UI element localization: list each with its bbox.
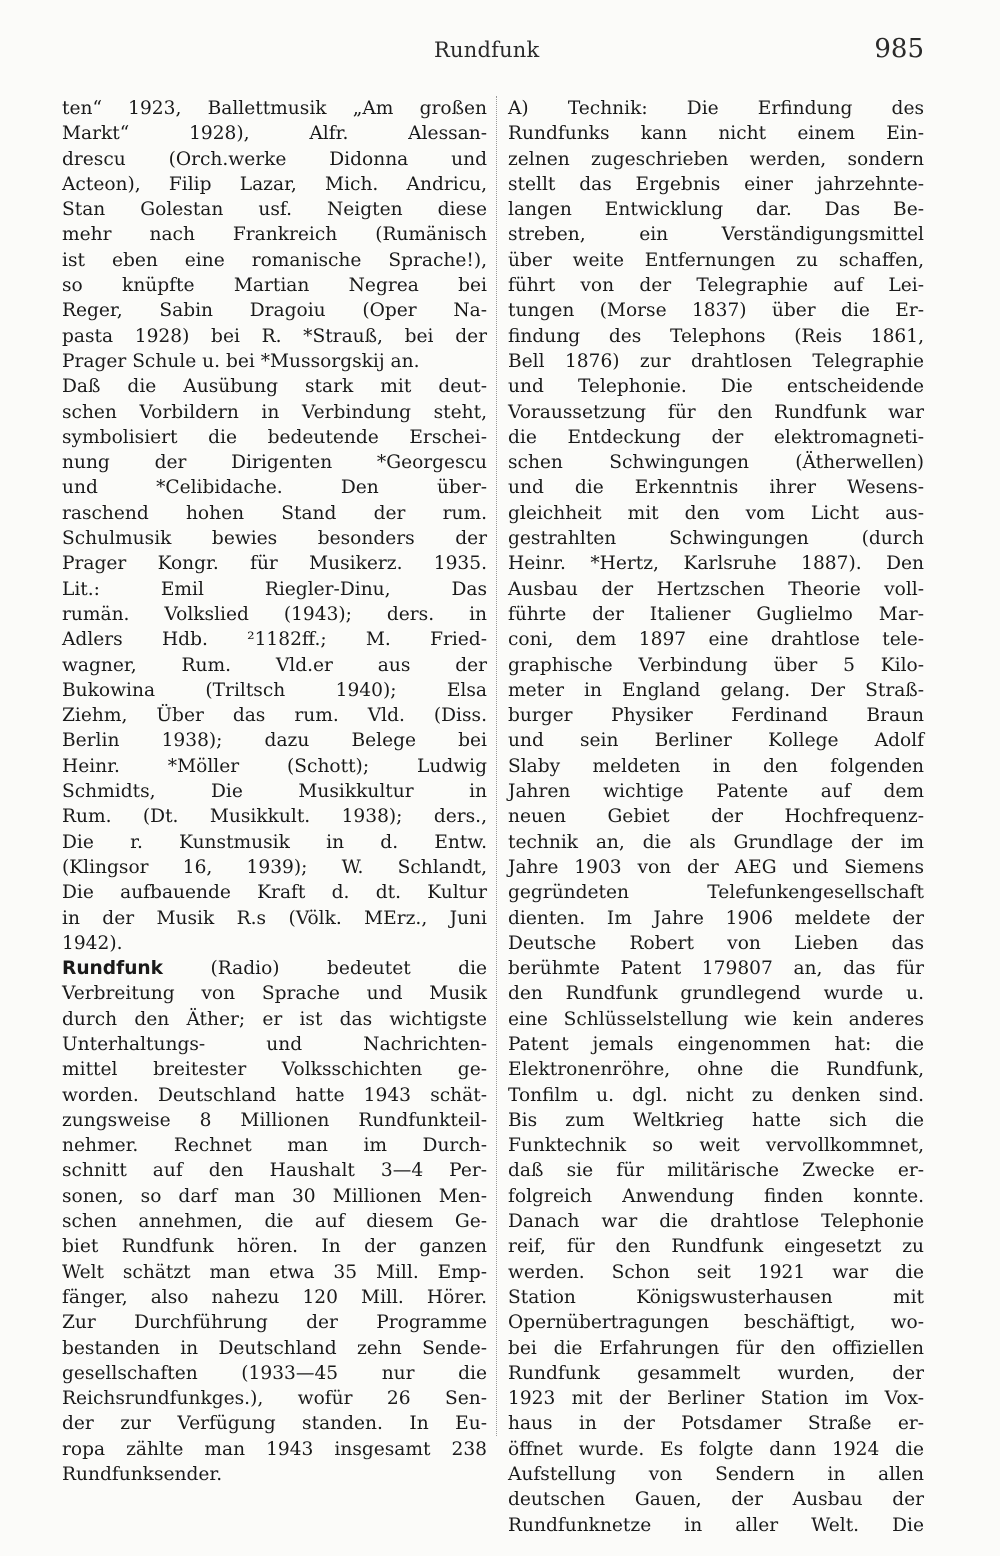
text-line: Daß die Ausübung stark mit deut- bbox=[62, 376, 487, 398]
text-line: A) Technik: Die Erfindung des bbox=[508, 98, 924, 119]
text-line: Lit.: Emil Riegler-Dinu, Das bbox=[62, 578, 487, 600]
text-line: schen Schwingungen (Ätherwellen) bbox=[508, 452, 924, 474]
text-line: tungen (Morse 1837) über die Er- bbox=[508, 300, 924, 322]
text-line: symbolisiert die bedeutende Erschei- bbox=[62, 426, 487, 448]
text-line: über weite Entfernungen zu schaffen, bbox=[508, 249, 924, 271]
text-line: ten“ 1923, Ballettmusik „Am großen bbox=[62, 98, 487, 119]
text-line: Elektronenröhre, ohne die Rundfunk, bbox=[508, 1059, 924, 1081]
text-line: raschend hohen Stand der rum. bbox=[62, 502, 487, 524]
text-line: Rundfunknetze in aller Welt. Die bbox=[508, 1514, 924, 1536]
text-line: den Rundfunk grundlegend wurde u. bbox=[508, 983, 924, 1005]
text-line: worden. Deutschland hatte 1943 schät- bbox=[62, 1084, 487, 1106]
text-line: stellt das Ergebnis einer jahrzehnte- bbox=[508, 173, 924, 195]
text-line: Rundfunk (Radio) bedeutet die bbox=[62, 958, 487, 980]
page-number: 985 bbox=[874, 34, 924, 64]
text-line: Bis zum Weltkrieg hatte sich die bbox=[508, 1109, 924, 1131]
text-line: Heinr. *Hertz, Karlsruhe 1887). Den bbox=[508, 553, 924, 575]
text-line: in der Musik R.s (Völk. MErz., Juni bbox=[62, 907, 487, 929]
text-line: Tonfilm u. dgl. nicht zu denken sind. bbox=[508, 1084, 924, 1106]
text-line: ist eben eine romanische Sprache!), bbox=[62, 249, 487, 271]
text-line: daß sie für militärische Zwecke er- bbox=[508, 1160, 924, 1182]
text-line: Aufstellung von Sendern in allen bbox=[508, 1464, 924, 1486]
text-line: führt von der Telegraphie auf Lei- bbox=[508, 275, 924, 297]
right-column bbox=[508, 96, 924, 1538]
text-line: Danach war die drahtlose Telephonie bbox=[508, 1211, 924, 1233]
text-line: bei die Erfahrungen für den offiziellen bbox=[508, 1337, 924, 1359]
text-line: berühmte Patent 179807 an, das für bbox=[508, 958, 924, 980]
text-line: so knüpfte Martian Negrea bei bbox=[62, 275, 487, 297]
text-line: reif, für den Rundfunk eingesetzt zu bbox=[508, 1236, 924, 1258]
entry-headword: Rundfunk bbox=[62, 958, 164, 980]
text-line: Patent jemals eingenommen hat: die bbox=[508, 1033, 924, 1055]
text-line: Jahre 1903 von der AEG und Siemens bbox=[508, 856, 924, 878]
text-line: zelnen zugeschrieben werden, sondern bbox=[508, 148, 924, 170]
page-header bbox=[0, 34, 1000, 68]
text-line: Reichsrundfunkges.), wofür 26 Sen- bbox=[62, 1388, 487, 1410]
text-line: Verbreitung von Sprache und Musik bbox=[62, 983, 487, 1005]
text-line: gleichheit mit den vom Licht aus- bbox=[508, 502, 924, 524]
text-line: Unterhaltungs- und Nachrichten- bbox=[62, 1033, 487, 1055]
column-divider bbox=[496, 96, 497, 1436]
text-line: Ziehm, Über das rum. Vld. (Diss. bbox=[62, 705, 487, 727]
text-line: sonen, so darf man 30 Millionen Men- bbox=[62, 1185, 487, 1207]
text-line: der zur Verfügung standen. In Eu- bbox=[62, 1413, 487, 1435]
text-line: Rum. (Dt. Musikkult. 1938); ders., bbox=[62, 806, 487, 828]
text-line: Slaby meldeten in den folgenden bbox=[508, 755, 924, 777]
text-line: schnitt auf den Haushalt 3—4 Per- bbox=[62, 1160, 487, 1182]
text-line: werden. Schon seit 1921 war die bbox=[508, 1261, 924, 1283]
text-line: Bell 1876) zur drahtlosen Telegraphie bbox=[508, 350, 924, 372]
text-line: graphische Verbindung über 5 Kilo- bbox=[508, 654, 924, 676]
text-line: Station Königswusterhausen mit bbox=[508, 1286, 924, 1308]
text-line: gegründeten Telefunkengesellschaft bbox=[508, 882, 924, 904]
text-line: und Telephonie. Die entscheidende bbox=[508, 376, 924, 398]
text-line: schen annehmen, die auf diesem Ge- bbox=[62, 1211, 487, 1233]
text-line: drescu (Orch.werke Didonna und bbox=[62, 148, 487, 170]
text-line: technik an, die als Grundlage der im bbox=[508, 831, 924, 853]
text-line: 1942). bbox=[62, 932, 123, 954]
text-line: Funktechnik so weit vervollkommnet, bbox=[508, 1135, 924, 1157]
text-line: Deutsche Robert von Lieben das bbox=[508, 932, 924, 954]
text-line: bestanden in Deutschland zehn Sende- bbox=[62, 1337, 487, 1359]
text-line: neuen Gebiet der Hochfrequenz- bbox=[508, 806, 924, 828]
text-line: dienten. Im Jahre 1906 meldete der bbox=[508, 907, 924, 929]
text-line: mittel breitester Volksschichten ge- bbox=[62, 1059, 487, 1081]
text-line: Zur Durchführung der Programme bbox=[62, 1312, 487, 1334]
text-line: folgreich Anwendung finden konnte. bbox=[508, 1185, 924, 1207]
text-line: Reger, Sabin Dragoiu (Oper Na- bbox=[62, 300, 487, 322]
text-line: durch den Äther; er ist das wichtigste bbox=[62, 1008, 487, 1030]
text-line: Rundfunks kann nicht einem Ein- bbox=[508, 123, 924, 145]
text-line: Rundfunk gesammelt wurden, der bbox=[508, 1362, 924, 1384]
text-line: biet Rundfunk hören. In der ganzen bbox=[62, 1236, 487, 1258]
text-line: nehmer. Rechnet man im Durch- bbox=[62, 1135, 487, 1157]
text-line: die Entdeckung der elektromagneti- bbox=[508, 426, 924, 448]
text-line: öffnet wurde. Es folgte dann 1924 die bbox=[508, 1438, 924, 1460]
text-line: langen Entwicklung dar. Das Be- bbox=[508, 199, 924, 221]
text-line: und sein Berliner Kollege Adolf bbox=[508, 730, 924, 752]
text-line: findung des Telephons (Reis 1861, bbox=[508, 325, 924, 347]
text-line: ropa zählte man 1943 insgesamt 238 bbox=[62, 1438, 487, 1460]
text-line: Bukowina (Triltsch 1940); Elsa bbox=[62, 679, 487, 701]
text-line: pasta 1928) bei R. *Strauß, bei der bbox=[62, 325, 487, 347]
text-line: gestrahlten Schwingungen (durch bbox=[508, 528, 924, 550]
text-line: Jahren wichtige Patente auf dem bbox=[508, 781, 924, 803]
text-line: eine Schlüsselstellung wie kein anderes bbox=[508, 1008, 924, 1030]
text-line: 1923 mit der Berliner Station im Vox- bbox=[508, 1388, 924, 1410]
text-line: Prager Kongr. für Musikerz. 1935. bbox=[62, 553, 487, 575]
text-line: Prager Schule u. bei *Mussorgskij an. bbox=[62, 350, 420, 372]
text-line: Schulmusik bewies besonders der bbox=[62, 528, 487, 550]
text-line: und *Celibidache. Den über- bbox=[62, 477, 487, 499]
text-line: Rundfunksender. bbox=[62, 1464, 223, 1486]
text-line: fänger, also nahezu 120 Mill. Hörer. bbox=[62, 1286, 487, 1308]
text-line: (Klingsor 16, 1939); W. Schlandt, bbox=[62, 856, 487, 878]
text-line: Markt“ 1928), Alfr. Alessan- bbox=[62, 123, 487, 145]
running-title: Rundfunk bbox=[434, 38, 540, 62]
text-line: gesellschaften (1933—45 nur die bbox=[62, 1362, 487, 1384]
text-line: Stan Golestan usf. Neigten diese bbox=[62, 199, 487, 221]
text-line: haus in der Potsdamer Straße er- bbox=[508, 1413, 924, 1435]
text-line: coni, dem 1897 eine drahtlose tele- bbox=[508, 629, 924, 651]
text-line: nung der Dirigenten *Georgescu bbox=[62, 452, 487, 474]
text-line: Berlin 1938); dazu Belege bei bbox=[62, 730, 487, 752]
text-line: burger Physiker Ferdinand Braun bbox=[508, 705, 924, 727]
text-line: schen Vorbildern in Verbindung steht, bbox=[62, 401, 487, 423]
text-line: Welt schätzt man etwa 35 Mill. Emp- bbox=[62, 1261, 487, 1283]
text-line: deutschen Gauen, der Ausbau der bbox=[508, 1489, 924, 1511]
text-line: Die r. Kunstmusik in d. Entw. bbox=[62, 831, 487, 853]
text-line: rumän. Volkslied (1943); ders. in bbox=[62, 603, 487, 625]
text-line: zungsweise 8 Millionen Rundfunkteil- bbox=[62, 1109, 487, 1131]
text-line: Schmidts, Die Musikkultur in bbox=[62, 781, 487, 803]
text-line: Ausbau der Hertzschen Theorie voll- bbox=[508, 578, 924, 600]
text-line: führte der Italiener Guglielmo Mar- bbox=[508, 603, 924, 625]
text-line: Opernübertragungen beschäftigt, wo- bbox=[508, 1312, 924, 1334]
text-line: streben, ein Verständigungsmittel bbox=[508, 224, 924, 246]
text-line: Acteon), Filip Lazar, Mich. Andricu, bbox=[62, 173, 487, 195]
text-line: meter in England gelang. Der Straß- bbox=[508, 679, 924, 701]
text-line: Die aufbauende Kraft d. dt. Kultur bbox=[62, 882, 487, 904]
text-line: mehr nach Frankreich (Rumänisch bbox=[62, 224, 487, 246]
text-line: Voraussetzung für den Rundfunk war bbox=[508, 401, 924, 423]
text-line: Adlers Hdb. ²1182ff.; M. Fried- bbox=[62, 629, 487, 651]
text-line: und die Erkenntnis ihrer Wesens- bbox=[508, 477, 924, 499]
text-line: Heinr. *Möller (Schott); Ludwig bbox=[62, 755, 487, 777]
left-column bbox=[62, 96, 487, 1487]
text-line: wagner, Rum. Vld.er aus der bbox=[62, 654, 487, 676]
